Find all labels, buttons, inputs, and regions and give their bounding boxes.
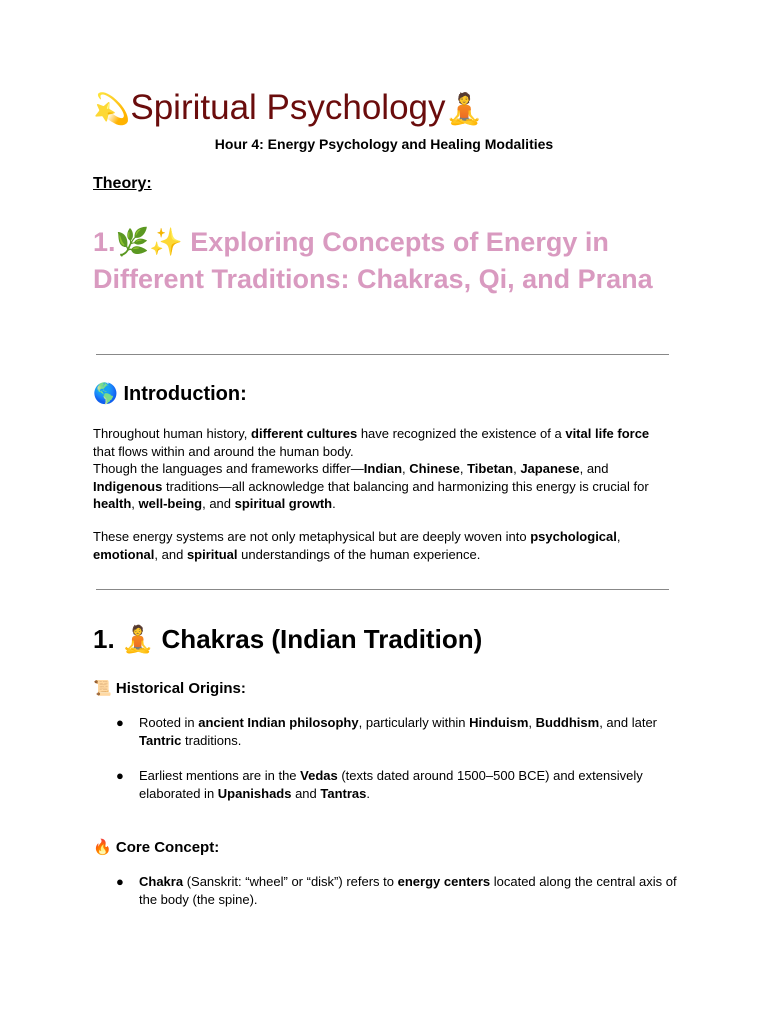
text-run: , and	[202, 496, 235, 511]
text-run: , particularly within	[358, 715, 470, 730]
text-run: have recognized the existence of a	[357, 426, 566, 441]
bold-text: Buddhism	[535, 715, 600, 730]
text-run: traditions.	[181, 733, 242, 748]
text-run: , and later	[599, 715, 658, 730]
core-concept-heading	[93, 838, 219, 856]
text-run: understandings of the human experience.	[237, 546, 481, 562]
historical-origins-list	[0, 714, 679, 820]
bullet-icon: ●	[116, 715, 124, 730]
list-item-text	[139, 715, 657, 748]
document-title	[93, 84, 483, 134]
list-item-text	[139, 874, 677, 907]
bold-text: spiritual	[186, 546, 238, 562]
theory-label: Theory:	[93, 175, 152, 192]
bold-text: ancient Indian philosophy	[198, 715, 359, 730]
section-heading-text: Exploring Concepts of Energy in Different Traditions: Chakras, Qi, and Prana	[93, 227, 653, 294]
bold-text: health	[93, 496, 132, 511]
bullet-icon: ●	[116, 874, 124, 889]
bold-text: different cultures	[251, 426, 358, 441]
text-run: ,	[402, 461, 410, 476]
text-run: Rooted in	[139, 715, 199, 730]
bold-text: Chinese	[409, 461, 460, 476]
text-run: These energy systems are not only metaphysical but are deeply woven into	[93, 529, 531, 544]
list-item	[0, 714, 679, 750]
bold-text: Japanese	[520, 461, 580, 476]
herb-and-sparkles-icon: 🌿✨	[115, 227, 183, 258]
text-run: ,	[459, 461, 468, 476]
text-run: , and	[154, 546, 187, 562]
intro-paragraph-1	[93, 425, 673, 513]
text-run: ,	[513, 461, 521, 476]
introduction-heading	[93, 381, 247, 406]
bold-text: spiritual growth	[234, 496, 333, 511]
text-run: (texts dated around 1500–500 BCE) and extensively elaborated in	[139, 768, 643, 801]
text-run: ,	[528, 715, 536, 730]
list-item-text	[139, 768, 643, 801]
intro-paragraph-2	[93, 528, 673, 563]
chakras-heading-text: Chakras (Indian Tradition)	[161, 624, 483, 654]
text-run: located along the central axis of the body (the spine).	[139, 874, 677, 907]
document-subtitle: Hour 4: Energy Psychology and Healing Modalities	[214, 136, 554, 152]
bold-text: Hinduism	[469, 715, 529, 730]
person-meditating-icon: 🧘	[121, 625, 155, 655]
text-run: (Sanskrit: “wheel” or “disk”) refers to	[183, 874, 398, 889]
text-run: Though the languages and frameworks differ—	[93, 461, 364, 476]
horizontal-divider	[96, 589, 669, 590]
person-meditating-icon: 🧘	[445, 92, 483, 127]
text-run: .	[366, 786, 371, 801]
section-number: 1.	[93, 227, 116, 257]
text-run: traditions—all acknowledge that balancing and harmonizing this energy is crucial for	[162, 478, 649, 494]
bold-text: Tantric	[139, 733, 182, 748]
bold-text: Indigenous	[93, 478, 163, 494]
bold-text: Tantras	[320, 786, 367, 801]
horizontal-divider	[96, 354, 669, 355]
chakras-heading	[93, 624, 482, 655]
text-run: ,	[616, 529, 621, 544]
text-run: ,	[131, 496, 139, 511]
section-heading-energy-concepts	[93, 224, 683, 298]
scroll-icon: 📜	[93, 679, 112, 697]
bold-text: Vedas	[300, 768, 338, 783]
bold-text: Tibetan	[467, 461, 514, 476]
text-run: Throughout human history,	[93, 426, 252, 441]
bold-text: emotional	[93, 546, 155, 562]
bold-text: energy centers	[397, 874, 491, 889]
bold-text: Indian	[363, 461, 403, 476]
chakras-number: 1.	[93, 624, 115, 654]
text-run: .	[332, 496, 336, 511]
text-run: and	[291, 786, 321, 801]
sparkle-dizzy-icon: 💫	[93, 92, 131, 127]
text-run: Earliest mentions are in the	[139, 768, 301, 783]
globe-icon: 🌎	[93, 381, 118, 405]
list-item	[0, 873, 679, 909]
core-concept-heading-text: Core Concept:	[115, 839, 220, 856]
bold-text: well-being	[138, 496, 203, 511]
bullet-icon: ●	[116, 768, 124, 783]
document-title-text: Spiritual Psychology	[130, 88, 446, 127]
text-run: , and	[579, 461, 609, 476]
core-concept-list	[0, 873, 679, 926]
bold-text: psychological	[530, 529, 617, 544]
bold-text: Chakra	[139, 874, 184, 889]
historical-origins-heading-text: Historical Origins:	[115, 680, 246, 697]
historical-origins-heading	[93, 679, 246, 697]
bold-text: Upanishads	[217, 786, 292, 801]
list-item	[0, 767, 679, 803]
introduction-heading-text: Introduction:	[123, 383, 247, 405]
text-run: that flows within and around the human body.	[93, 443, 354, 459]
bold-text: vital life force	[565, 426, 650, 441]
fire-icon: 🔥	[93, 838, 112, 856]
